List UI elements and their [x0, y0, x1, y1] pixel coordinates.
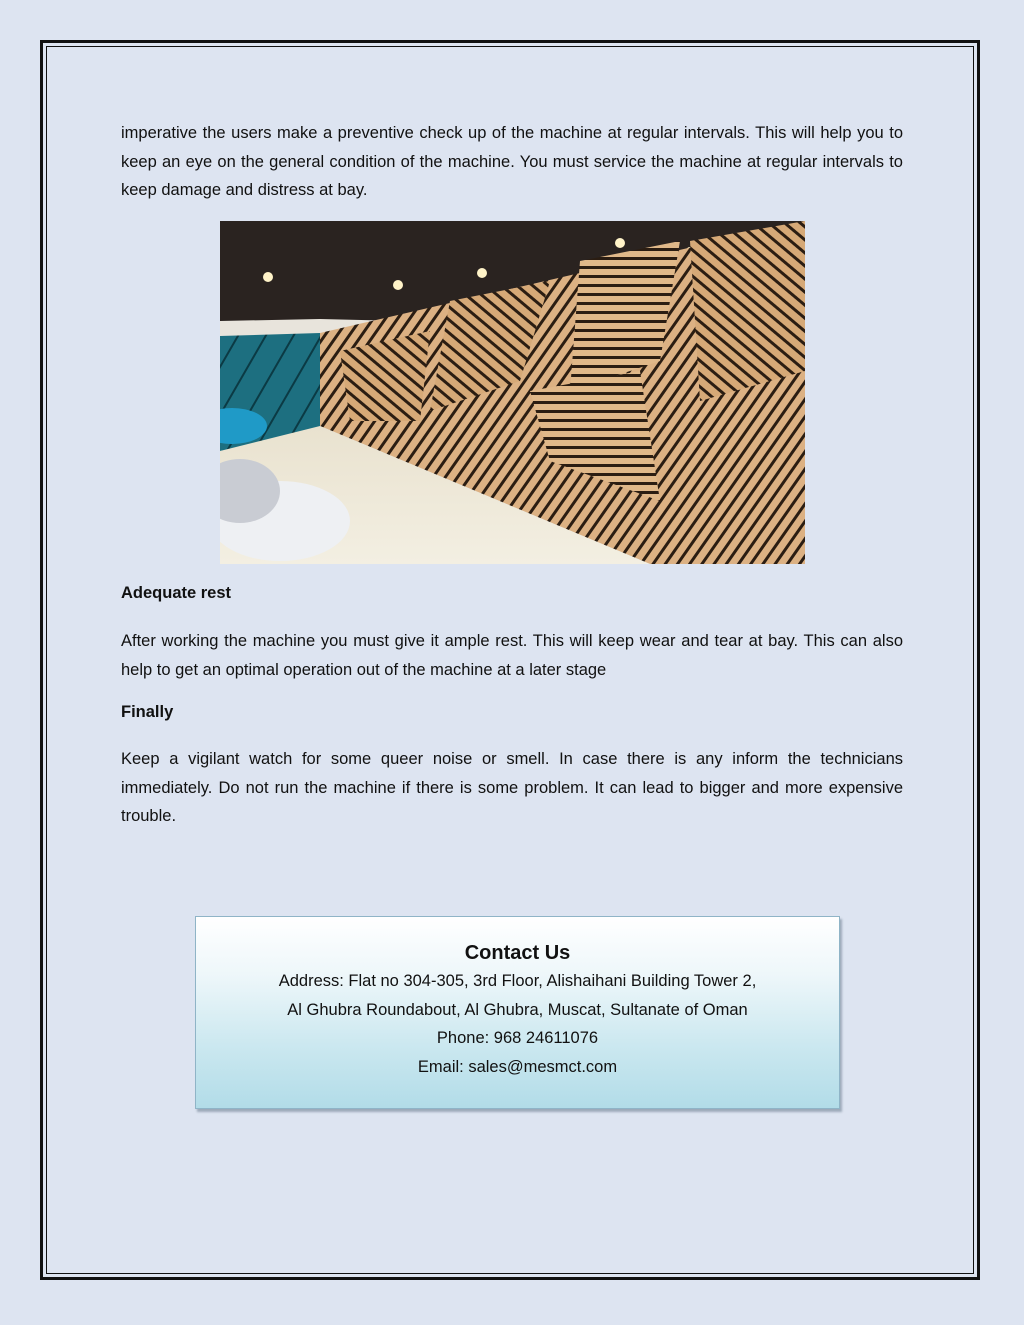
- rest-paragraph: After working the machine you must give it ample rest. This will keep wear and tear at bay. This can also help to get an optimal operation out of the machine at a later stage: [121, 632, 903, 679]
- contact-address-line1: Address: Flat no 304-305, 3rd Floor, Alishaihani Building Tower 2,: [278, 972, 757, 990]
- contact-address-line2: Al Ghubra Roundabout, Al Ghubra, Muscat, Sultanate of Oman: [287, 1000, 748, 1019]
- contact-email: Email: sales@mesmct.com: [417, 1057, 618, 1076]
- wall-panel-photo: [220, 221, 805, 564]
- contact-phone: Phone: 968 24611076: [436, 1029, 599, 1047]
- heading-adequate-rest: Adequate rest: [121, 584, 232, 602]
- intro-paragraph: imperative the users make a preventive check up of the machine at regular intervals. This will help you to keep an eye on the general condition of the machine. You must service the machine at regular intervals to keep damage and distress at bay.: [121, 124, 903, 199]
- heading-finally: Finally: [121, 703, 174, 721]
- contact-title: Contact Us: [464, 942, 571, 964]
- finally-paragraph: Keep a vigilant watch for some queer noise or smell. In case there is any inform the technicians immediately. Do not run the machine if there is some problem. It can lead to bigger and more expensive trouble.: [121, 750, 903, 825]
- contact-box: [195, 916, 840, 1109]
